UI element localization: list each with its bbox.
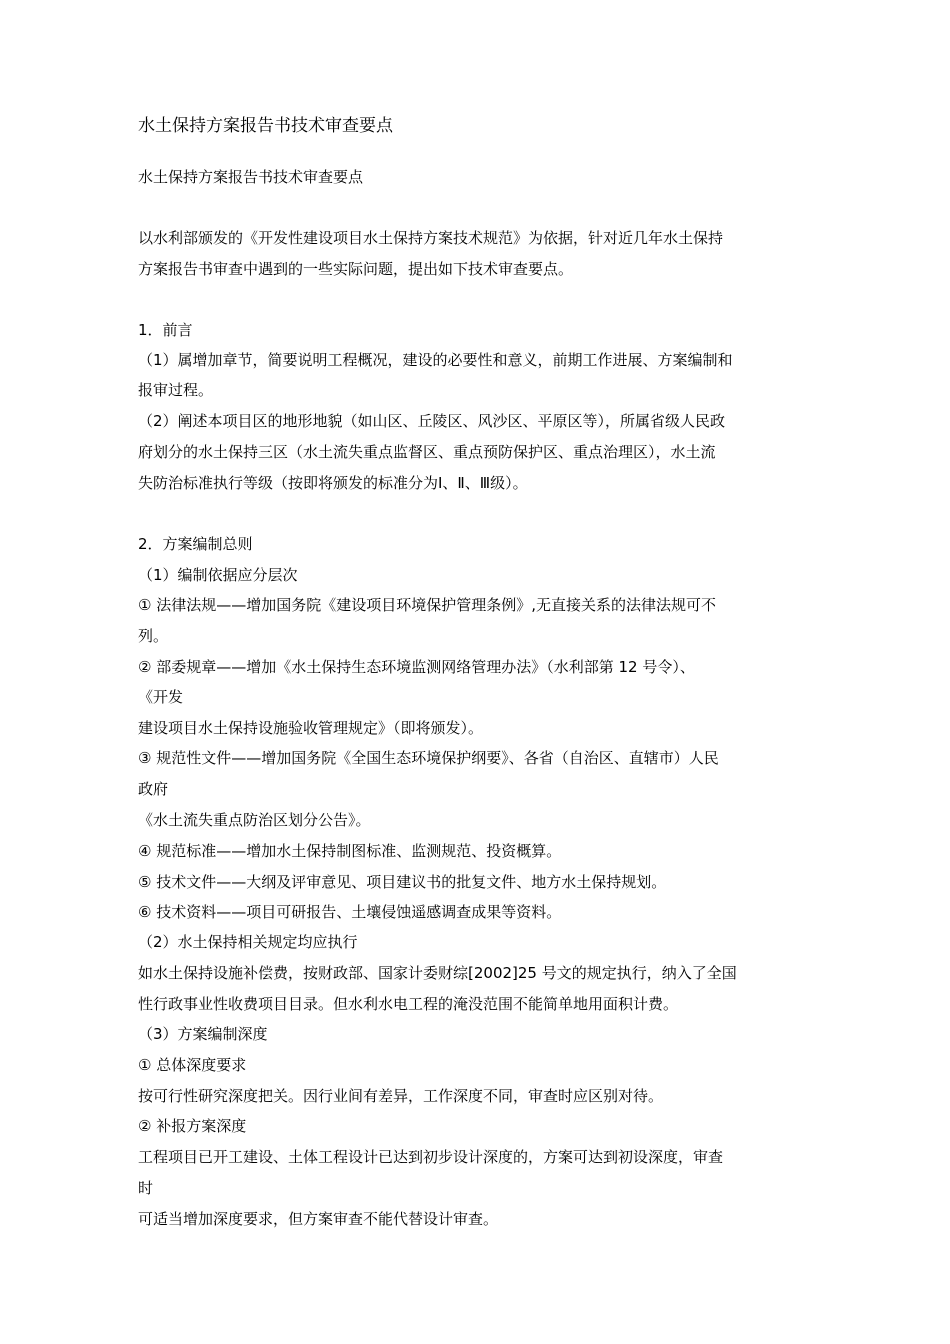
paragraph-line: 可适当增加深度要求，但方案审查不能代替设计审查。 (138, 1210, 499, 1228)
section-heading: 2．方案编制总则 (138, 535, 253, 553)
paragraph-line: 《开发 (138, 688, 184, 706)
paragraph-line: 建设项目水土保持设施验收管理规定》（即将颁发）。 (138, 719, 484, 737)
paragraph-line: 政府 (138, 780, 169, 798)
paragraph-line: 失防治标准执行等级（按即将颁发的标准分为Ⅰ、Ⅱ、Ⅲ级）。 (138, 474, 528, 492)
paragraph-line: 《水土流失重点防治区划分公告》。 (138, 811, 371, 829)
paragraph-line: ② 部委规章——增加《水土保持生态环境监测网络管理办法》（水利部第 12 号令）、 (138, 658, 695, 676)
paragraph-line: ③ 规范性文件——增加国务院《全国生态环境保护纲要》、各省（自治区、直辖市）人民 (138, 749, 719, 767)
paragraph-line: （3）方案编制深度 (138, 1025, 268, 1043)
paragraph-line: 列。 (138, 627, 169, 645)
paragraph-line: 府划分的水土保持三区（水土流失重点监督区、重点预防保护区、重点治理区），水土流 (138, 443, 716, 461)
paragraph-line: ② 补报方案深度 (138, 1117, 247, 1135)
paragraph-line: 报审过程。 (138, 381, 214, 399)
paragraph-line: ⑥ 技术资料——项目可研报告、土壤侵蚀遥感调查成果等资料。 (138, 903, 562, 921)
paragraph-line: （2）水土保持相关规定均应执行 (138, 933, 358, 951)
document-title: 水土保持方案报告书技术审查要点 (138, 116, 393, 136)
paragraph-line: 如水土保持设施补偿费，按财政部、国家计委财综[2002]25 号文的规定执行，纳入了全国 (138, 964, 737, 982)
paragraph-line: （1）编制依据应分层次 (138, 566, 298, 584)
paragraph-line: ① 法律法规——增加国务院《建设项目环境保护管理条例》,无直接关系的法律法规可不 (138, 596, 716, 614)
paragraph-line: 按可行性研究深度把关。因行业间有差异，工作深度不同，审查时应区别对待。 (138, 1087, 664, 1105)
paragraph-line: ④ 规范标准——增加水土保持制图标准、监测规范、投资概算。 (138, 842, 562, 860)
paragraph-line: （2）阐述本项目区的地形地貌（如山区、丘陵区、风沙区、平原区等），所属省级人民政 (138, 412, 726, 430)
section-heading: 1．前言 (138, 321, 193, 339)
intro-line: 方案报告书审查中遇到的一些实际问题，提出如下技术审查要点。 (138, 260, 574, 278)
intro-line: 以水利部颁发的《开发性建设项目水土保持方案技术规范》为依据，针对近几年水土保持 (138, 229, 724, 247)
paragraph-line: （1）属增加章节，简要说明工程概况，建设的必要性和意义，前期工作进展、方案编制和 (138, 351, 733, 369)
paragraph-line: ⑤ 技术文件——大纲及评审意见、项目建议书的批复文件、地方水土保持规划。 (138, 873, 667, 891)
paragraph-line: ① 总体深度要求 (138, 1056, 247, 1074)
paragraph-line: 工程项目已开工建设、土体工程设计已达到初步设计深度的，方案可达到初设深度，审查 (138, 1148, 724, 1166)
paragraph-line: 时 (138, 1179, 154, 1197)
document-subtitle: 水土保持方案报告书技术审查要点 (138, 168, 364, 186)
paragraph-line: 性行政事业性收费项目目录。但水利水电工程的淹没范围不能简单地用面积计费。 (138, 995, 679, 1013)
